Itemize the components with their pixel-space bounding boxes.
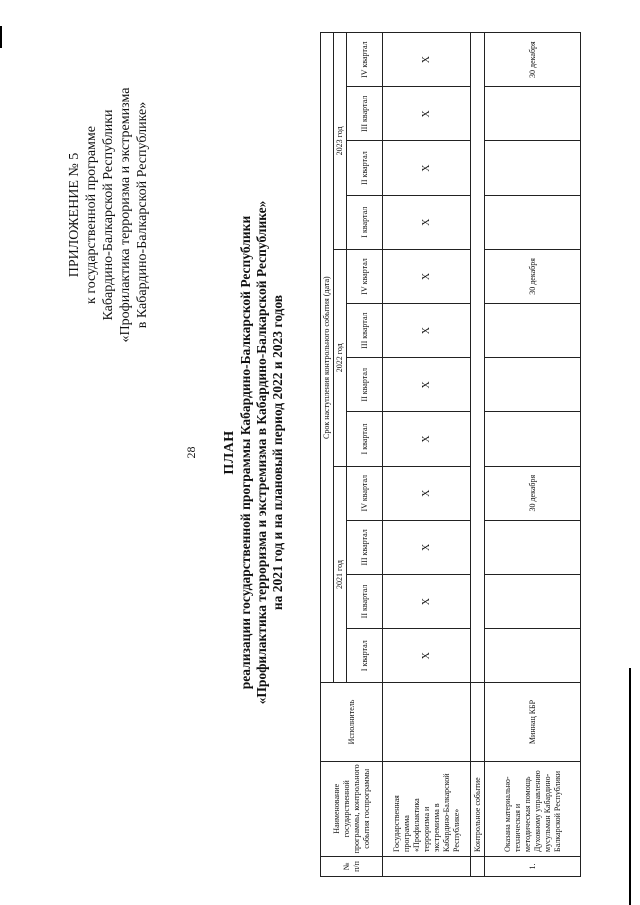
cell-mark: X: [383, 358, 471, 412]
event-executor: Миннац КБР: [485, 683, 581, 761]
header-name: Наименование государственной программы, контрольного события госпрограммы: [321, 761, 383, 856]
table-row-control-label: [471, 33, 485, 877]
cell-date: 30 декабря: [485, 33, 581, 87]
header-quarter: II квартал: [347, 141, 383, 195]
event-name: Оказана материально-техническая и методическая помощь Духовному управлению мусульман Кабардино-Балкарской Республики: [485, 761, 581, 856]
control-num: [471, 856, 485, 876]
appendix-header: [66, 65, 151, 365]
cell-date: 30 декабря: [485, 466, 581, 520]
cell-date: [485, 195, 581, 249]
cell-mark: X: [383, 33, 471, 87]
appendix-line: «Профилактика терроризма и экстремизма: [118, 87, 133, 343]
cell-date: [485, 629, 581, 683]
header-deadline: Срок наступления контрольного события (дата): [321, 33, 334, 683]
control-executor: [471, 683, 485, 761]
table-row-event: [485, 33, 581, 877]
control-span: [471, 33, 485, 683]
cell-date: [485, 304, 581, 358]
plan-line: «Профилактика терроризма и экстремизма в Кабардино-Балкарской Республике»: [254, 200, 269, 705]
header-quarter: III квартал: [347, 520, 383, 574]
program-executor: [383, 683, 471, 761]
cell-date: [485, 412, 581, 466]
header-quarter: I квартал: [347, 629, 383, 683]
header-quarter: IV квартал: [347, 249, 383, 303]
table-row-program: [383, 33, 471, 877]
header-quarter: I квартал: [347, 195, 383, 249]
header-num: № п/п: [321, 856, 383, 876]
cell-mark: X: [383, 574, 471, 628]
cell-mark: X: [383, 520, 471, 574]
header-quarter: IV квартал: [347, 33, 383, 87]
event-num: 1.: [485, 856, 581, 876]
plan-table: [320, 32, 581, 877]
plan-title: ПЛАН: [222, 430, 237, 475]
header-quarter: II квартал: [347, 358, 383, 412]
cell-mark: X: [383, 629, 471, 683]
header-year-2023: 2023 год: [334, 33, 347, 250]
cell-mark: X: [383, 304, 471, 358]
cell-mark: X: [383, 412, 471, 466]
cell-date: [485, 141, 581, 195]
page-number: 28: [184, 446, 198, 459]
header-year-2022: 2022 год: [334, 249, 347, 466]
header-quarter: II квартал: [347, 574, 383, 628]
cell-date: 30 декабря: [485, 249, 581, 303]
plan-heading: [222, 0, 286, 905]
cell-date: [485, 358, 581, 412]
header-year-2021: 2021 год: [334, 466, 347, 683]
appendix-line: Кабардино-Балкарской Республики: [101, 109, 116, 321]
plan-line: на 2021 год и на плановый период 2022 и 2023 годов: [270, 294, 285, 611]
cell-mark: X: [383, 466, 471, 520]
header-executor: Исполнитель: [321, 683, 383, 761]
program-num: [383, 856, 471, 876]
cell-mark: X: [383, 249, 471, 303]
control-event-label: Контрольное событие: [471, 761, 485, 856]
cell-mark: X: [383, 87, 471, 141]
header-quarter: III квартал: [347, 304, 383, 358]
appendix-title: ПРИЛОЖЕНИЕ № 5: [67, 152, 82, 278]
header-quarter: III квартал: [347, 87, 383, 141]
cell-mark: X: [383, 195, 471, 249]
cell-date: [485, 574, 581, 628]
cell-date: [485, 520, 581, 574]
appendix-line: в Кабардино-Балкарской Республике»: [135, 101, 150, 329]
program-name: Государственная программа «Профилактика терроризма и экстремизма в Кабардино-Балкарской Республике»: [383, 761, 471, 856]
header-quarter: IV квартал: [347, 466, 383, 520]
header-quarter: I квартал: [347, 412, 383, 466]
cell-date: [485, 87, 581, 141]
appendix-line: к государственной программе: [84, 126, 99, 304]
plan-line: реализации государственной программы Кабардино-Балкарской Республики: [238, 215, 253, 690]
cell-mark: X: [383, 141, 471, 195]
